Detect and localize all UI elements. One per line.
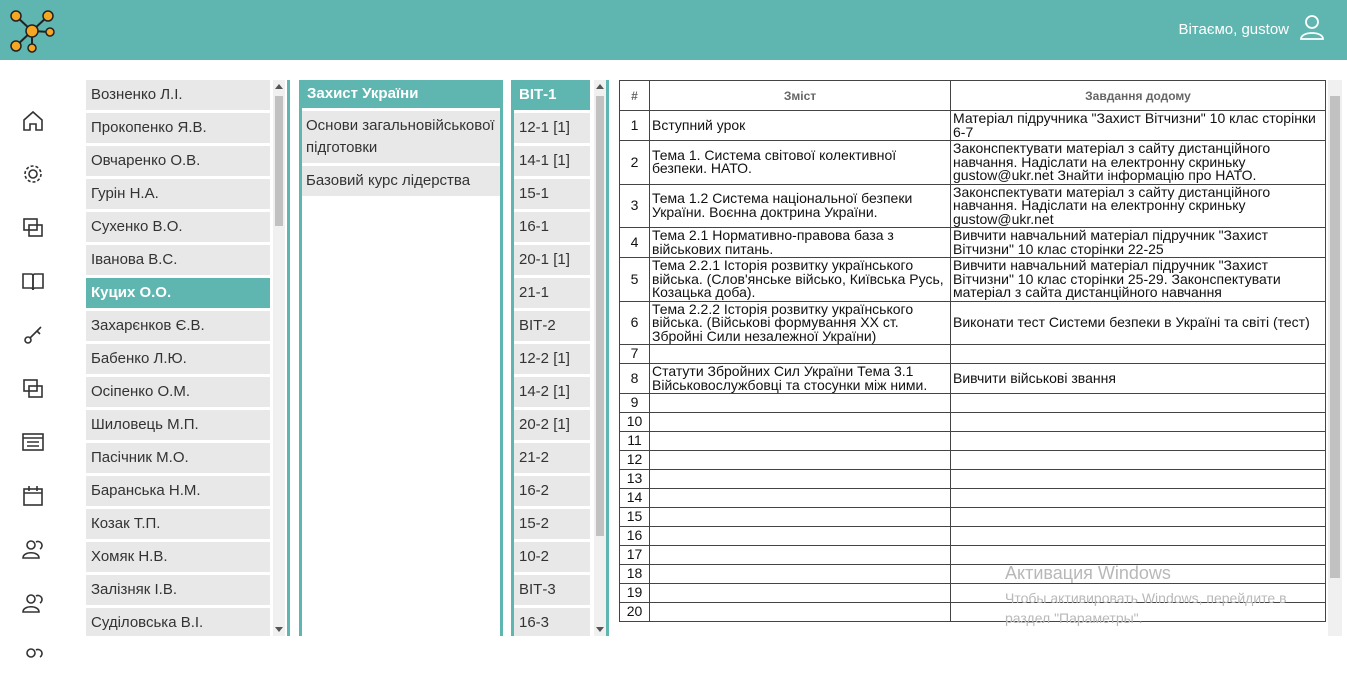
table-row	[620, 301, 1326, 345]
subject-item[interactable]: Основи загальновійськової підготовки	[302, 111, 500, 163]
row-number: 19	[620, 584, 650, 603]
scroll-down-arrow-icon[interactable]	[596, 627, 604, 632]
teacher-item[interactable]: Бабенко Л.Ю.	[86, 344, 270, 374]
homework-cell	[951, 394, 1326, 413]
group-item[interactable]: 15-1	[514, 179, 590, 209]
row-number: 7	[620, 345, 650, 364]
users-icon-3[interactable]	[20, 644, 46, 670]
group-item[interactable]: 21-1	[514, 278, 590, 308]
lesson-content-cell	[650, 432, 951, 451]
scroll-up-arrow-icon[interactable]	[275, 84, 283, 89]
row-number: 8	[620, 364, 650, 394]
lesson-content-cell	[650, 413, 951, 432]
homework-cell	[951, 508, 1326, 527]
groups-list	[511, 80, 609, 636]
teacher-item[interactable]: Овчаренко О.В.	[86, 146, 270, 176]
teacher-item[interactable]: Куцих О.О.	[86, 278, 270, 308]
subject-item[interactable]: Базовий курс лідерства	[302, 166, 500, 196]
col-header-content: Зміст	[650, 81, 951, 111]
group-item[interactable]: 16-3	[514, 608, 590, 636]
windows-activation-watermark	[1005, 563, 1325, 628]
teacher-item[interactable]: Осіпенко О.М.	[86, 377, 270, 407]
table-row	[620, 451, 1326, 470]
lesson-content-cell: Тема 2.2.2 Історія розвитку українського війська. (Військові формування ХХ ст. Збройні Сили незалежної України)	[650, 301, 951, 345]
lesson-content-cell	[650, 565, 951, 584]
group-item[interactable]: 15-2	[514, 509, 590, 539]
table-row	[620, 258, 1326, 302]
lesson-content-cell: Тема 1.2 Система національної безпеки України. Воєнна доктрина України.	[650, 184, 951, 228]
groups-scrollbar[interactable]	[594, 80, 606, 636]
table-row	[620, 184, 1326, 228]
lesson-content-cell	[650, 394, 951, 413]
key-icon[interactable]	[20, 322, 46, 348]
group-item[interactable]: ВІТ-2	[514, 311, 590, 341]
network-logo-icon[interactable]	[8, 8, 56, 54]
lesson-content-cell	[650, 603, 951, 622]
group-item[interactable]: 12-1 [1]	[514, 113, 590, 143]
lesson-content-cell: Тема 1. Система світової колективної безпеки. НАТО.	[650, 141, 951, 185]
row-number: 15	[620, 508, 650, 527]
homework-cell	[951, 432, 1326, 451]
table-row	[620, 141, 1326, 185]
subject-item[interactable]: Захист України	[302, 80, 500, 108]
homework-cell: Законспектувати матеріал з сайту дистанційного навчання. Надіслати на електронну скриньку gustow@ukr.net	[951, 184, 1326, 228]
homework-cell: Вивчити навчальний матеріал підручник "Захист Вітчизни" 10 клас сторінки 25-29. Законспектувати матеріал з сайта дистанційного навчання	[951, 258, 1326, 302]
homework-cell	[951, 345, 1326, 364]
lesson-content-cell	[650, 470, 951, 489]
homework-cell: Виконати тест Системи безпеки в Україні та світі (тест)	[951, 301, 1326, 345]
table-row	[620, 432, 1326, 451]
row-number: 14	[620, 489, 650, 508]
table-row	[620, 470, 1326, 489]
homework-cell	[951, 527, 1326, 546]
user-profile-icon[interactable]	[1299, 14, 1325, 40]
scroll-up-arrow-icon[interactable]	[596, 84, 604, 89]
row-number: 10	[620, 413, 650, 432]
lesson-content-cell	[650, 345, 951, 364]
homework-cell	[951, 470, 1326, 489]
left-nav	[0, 60, 66, 671]
homework-cell	[951, 489, 1326, 508]
homework-cell: Законспектувати матеріал з сайту дистанційного навчання. Надіслати на електронну скриньку gustow@ukr.net Знайти інформацію про НАТО.	[951, 141, 1326, 185]
lesson-content-cell: Статути Збройних Сил України Тема 3.1 Військовослужбовці та стосунки між ними.	[650, 364, 951, 394]
teacher-item[interactable]: Баранська Н.М.	[86, 476, 270, 506]
group-item[interactable]: ВІТ-3	[514, 575, 590, 605]
group-item[interactable]: 20-1 [1]	[514, 245, 590, 275]
group-item[interactable]: 20-2 [1]	[514, 410, 590, 440]
homework-cell: Вивчити навчальний матеріал підручник "Захист Вітчизни" 10 клас сторінки 22-25	[951, 228, 1326, 258]
teacher-item[interactable]: Сухенко В.О.	[86, 212, 270, 242]
table-row	[620, 111, 1326, 141]
teacher-item[interactable]: Суділовська В.І.	[86, 608, 270, 636]
row-number: 13	[620, 470, 650, 489]
teacher-item[interactable]: Шиловець М.П.	[86, 410, 270, 440]
homework-table	[619, 80, 1326, 622]
home-icon[interactable]	[20, 108, 46, 134]
teacher-item[interactable]: Гурін Н.А.	[86, 179, 270, 209]
lesson-content-cell	[650, 546, 951, 565]
group-item[interactable]: 10-2	[514, 542, 590, 572]
row-number: 4	[620, 228, 650, 258]
row-number: 18	[620, 565, 650, 584]
teacher-item[interactable]: Пасічник М.О.	[86, 443, 270, 473]
group-item[interactable]: 16-1	[514, 212, 590, 242]
table-row	[620, 508, 1326, 527]
row-number: 11	[620, 432, 650, 451]
homework-cell	[951, 451, 1326, 470]
group-item[interactable]: ВІТ-1	[514, 80, 590, 110]
table-row	[620, 364, 1326, 394]
users-icon-2[interactable]	[20, 590, 46, 616]
teacher-item[interactable]: Хомяк Н.В.	[86, 542, 270, 572]
calendar-icon[interactable]	[20, 483, 46, 509]
subjects-list	[299, 80, 503, 636]
users-icon[interactable]	[20, 536, 46, 562]
scroll-down-arrow-icon[interactable]	[275, 627, 283, 632]
table-scrollbar[interactable]	[1328, 80, 1342, 636]
lesson-content-cell	[650, 527, 951, 546]
teacher-item[interactable]: Козак Т.П.	[86, 509, 270, 539]
group-item[interactable]: 12-2 [1]	[514, 344, 590, 374]
top-bar	[0, 0, 1347, 60]
copy-icon[interactable]	[20, 215, 46, 241]
teacher-item[interactable]: Прокопенко Я.В.	[86, 113, 270, 143]
homework-cell: Вивчити військові звання	[951, 364, 1326, 394]
table-row	[620, 489, 1326, 508]
row-number: 1	[620, 111, 650, 141]
greeting-text: Вітаємо, gustow	[1178, 21, 1289, 38]
lesson-content-cell: Тема 2.1 Нормативно-правова база з військових питань.	[650, 228, 951, 258]
table-row	[620, 546, 1326, 565]
table-row	[620, 527, 1326, 546]
list-icon[interactable]	[20, 429, 46, 455]
homework-cell: Матеріал підручника "Захист Вітчизни" 10 клас сторінки 6-7	[951, 111, 1326, 141]
row-number: 2	[620, 141, 650, 185]
copy-icon-2[interactable]	[20, 376, 46, 402]
group-item[interactable]: 14-1 [1]	[514, 146, 590, 176]
lesson-content-cell	[650, 451, 951, 470]
row-number: 5	[620, 258, 650, 302]
row-number: 9	[620, 394, 650, 413]
lesson-content-cell	[650, 508, 951, 527]
table-row	[620, 345, 1326, 364]
teachers-scrollbar[interactable]	[273, 80, 285, 636]
book-icon[interactable]	[20, 268, 46, 294]
col-header-homework: Завдання додому	[951, 81, 1326, 111]
homework-table-container	[619, 80, 1341, 636]
homework-cell	[951, 546, 1326, 565]
table-row	[620, 228, 1326, 258]
row-number: 3	[620, 184, 650, 228]
teacher-item[interactable]: Залізняк І.В.	[86, 575, 270, 605]
teachers-list	[86, 80, 290, 636]
lesson-content-cell: Тема 2.2.1 Історія розвитку українського війська. (Слов'янське військо, Київська Русь, Козацька доба).	[650, 258, 951, 302]
lesson-content-cell	[650, 584, 951, 603]
row-number: 20	[620, 603, 650, 622]
col-header-number: #	[620, 81, 650, 111]
group-item[interactable]: 16-2	[514, 476, 590, 506]
group-item[interactable]: 21-2	[514, 443, 590, 473]
teacher-item[interactable]: Іванова В.С.	[86, 245, 270, 275]
watermark-title: Активация Windows	[1005, 563, 1171, 583]
row-number: 17	[620, 546, 650, 565]
group-item[interactable]: 14-2 [1]	[514, 377, 590, 407]
table-row	[620, 413, 1326, 432]
lesson-content-cell	[650, 489, 951, 508]
settings-icon[interactable]	[20, 161, 46, 187]
homework-cell	[951, 413, 1326, 432]
row-number: 6	[620, 301, 650, 345]
watermark-subtitle: Чтобы активировать Windows, перейдите в раздел "Параметры".	[1005, 590, 1287, 626]
row-number: 12	[620, 451, 650, 470]
teacher-item[interactable]: Возненко Л.І.	[86, 80, 270, 110]
lesson-content-cell: Вступний урок	[650, 111, 951, 141]
table-row	[620, 394, 1326, 413]
teacher-item[interactable]: Захарєнков Є.В.	[86, 311, 270, 341]
row-number: 16	[620, 527, 650, 546]
